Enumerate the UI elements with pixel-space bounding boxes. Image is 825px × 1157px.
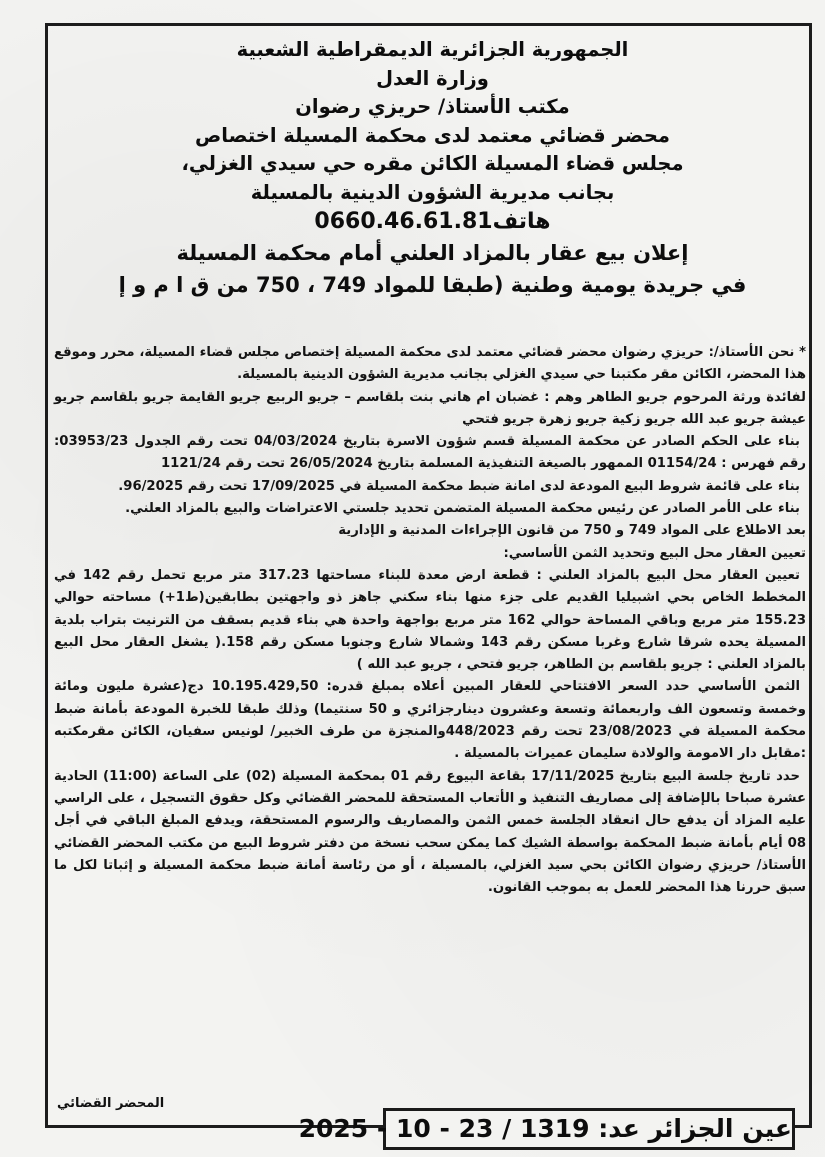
- paragraph-bailiff-intro: * نحن الأستاذ/: حريزي رضوان محضر قضائي معتمد لدى محكمة المسيلة إختصاص مجلس قضاء المسيلة، محرر وموقع هذا المحضر، الكائن مقر مكتبنا حي سيدي الغزلي بجانب مديرية الشؤون الدينية بالمسيلة.: [54, 345, 806, 383]
- paragraph-beneficiaries: لفائدة ورثة المرحوم جريو الطاهر وهم : غضبان ام هاني بنت بلقاسم – جريو الربيع جريو القايمة جريو بلقاسم جريو عيشة جريو عبد الله جريو زكية جريو زهرة جريو فتحي: [54, 389, 806, 427]
- office-heading: مكتب الأستاذ/ حريزي رضوان: [295, 95, 570, 118]
- paragraph-legal-basis: بعد الاطلاع على المواد 749 و 750 من قانون الإجراءات المدنية و الإدارية: [338, 523, 806, 539]
- notice-title-line-2: في جريدة يومية وطنية (طبقا للمواد 749 ، 750 من ق ا م و إ: [118, 273, 747, 297]
- paragraph-property-description: تعيين العقار محل البيع بالمزاد العلني : قطعة ارض معدة للبناء مساحتها 317.23 متر مربع تحمل رقم 142 في المخطط الخاص بحي اشبيليا القديم على جزء منها بناء سكني جاهز ذو واجهتين بطابقين(ط1+) مساحته حوالي 155.23 متر مربع وباقي المساحة حوالي 162 متر مربع بواجهة واحدة هي بناء قديم بسقف من الترنيت بتراب بلدية المسيلة يحده شرقا شارع وغربا مسكن رقم 143 وشمالا شارع وجنوبا مسكن رقم 158.( يشغل العقار محل البيع بالمزاد العلني : جريو بلقاسم بن الطاهر، جريو فتحي ، جريو عبد الله ): [54, 567, 806, 673]
- paragraph-section-heading: تعيين العقار محل البيع وتحديد الثمن الأساسي:: [503, 545, 806, 561]
- paragraph-base-price: الثمن الأساسي حدد السعر الافتتاحي للعقار المبين أعلاه بمبلغ قدره: 10.195.429,50 دج(عشرة مليون ومائة وخمسة وتسعون الف واربعمائة وتسعة وعشرون دينارجزائري و 50 سنتيما) وذلك طبقا للخبرة المودعة بأمانة ضبط محكمة المسيلة في 23/08/2023 تحت رقم 448/2023والمنجزة من طرف الخبير/ لونيس سفيان، الكائن مقرمكتبه :مقابل دار الامومة والولادة سليمان عميرات بالمسيلة .: [54, 679, 806, 762]
- paragraph-sale-conditions: بناء على قائمة شروط البيع المودعة لدى امانة ضبط محكمة المسيلة في 17/09/2025 تحت رقم 96/2025.: [118, 478, 800, 494]
- notice-header: [60, 36, 805, 301]
- bailiff-line-2: مجلس قضاء المسيلة الكائن مقره حي سيدي الغزلي،: [181, 152, 684, 175]
- phone-number: 0660.46.61.81: [314, 209, 493, 234]
- paragraph-court-order: بناء على الأمر الصادر عن رئيس محكمة المسيلة المتضمن تحديد جلستي الاعتراضات والبيع بالمزاد العلني.: [125, 501, 800, 517]
- paragraph-auction-session: حدد تاريخ جلسة البيع بتاريخ 17/11/2025 بقاعة البيوع رقم 01 بمحكمة المسيلة (02) على الساعة (11:00) الحادية عشرة صباحا بالإضافة إلى مصاريف التنفيذ و الأتعاب المستحقة للمحضر القضائي وكل حقوق التسجيل ، على الراسي عليه المزاد أن يدفع حال انعقاد الجلسة خمس الثمن والمصاريف والرسوم المستحقة، ويدفع المبلغ الباقي في أجل 08 أيام بأمانة ضبط المحكمة بواسطة الشيك كما يمكن سحب نسخة من دفتر شروط البيع من مكتب المحضر القضائي الأستاذ/ حريزي رضوان الكائن بحي سيد الغزلي، بالمسيلة ، أو من رئاسة أمانة ضبط محكمة المسيلة و إثباتا لكل ما سبق حررنا هذا المحضر للعمل به بموجب القانون.: [54, 768, 806, 896]
- phone-line: [60, 207, 805, 237]
- notice-title-line-1: إعلان بيع عقار بالمزاد العلني أمام محكمة المسيلة: [176, 241, 689, 265]
- ministry-heading: وزارة العدل: [376, 66, 489, 90]
- signature-bailiff: المحضر القضائي: [57, 1096, 165, 1111]
- publication-stamp: عين الجزائر عد: 1319 / 23 - 10 - 2025: [383, 1108, 795, 1150]
- bailiff-line-1: محضر قضائي معتمد لدى محكمة المسيلة اختصاص: [195, 123, 670, 147]
- notice-body: [54, 342, 806, 899]
- republic-heading: الجمهورية الجزائرية الديمقراطية الشعبية: [236, 38, 629, 61]
- paragraph-judgment: بناء على الحكم الصادر عن محكمة المسيلة قسم شؤون الاسرة بتاريخ 04/03/2024 تحت رقم الجدول 03953/23: رقم فهرس : 01154/24 الممهور بالصيغة التنفيذية المسلمة بتاريخ 26/05/2024 تحت رقم 1121/24: [54, 434, 806, 472]
- phone-label: هاتف: [492, 209, 551, 234]
- bailiff-line-3: بجانب مديرية الشؤون الدينية بالمسيلة: [250, 180, 615, 204]
